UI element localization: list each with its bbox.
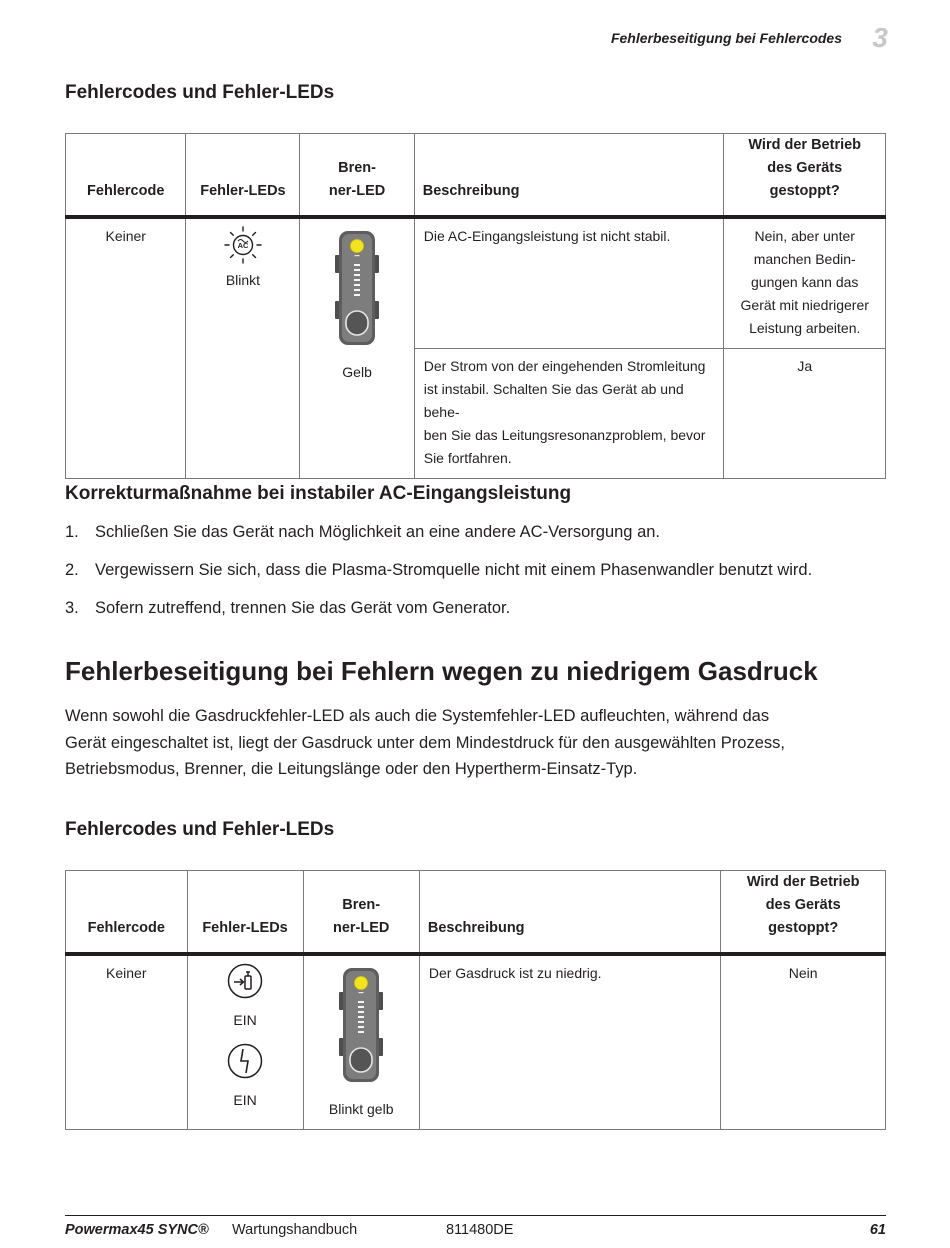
step-text: Vergewissern Sie sich, dass die Plasma-Stromquelle nicht mit einem Phasenwandler benutzt wird. — [95, 561, 813, 579]
description-cell — [414, 349, 724, 479]
footer-product: Powermax45 SYNC® — [65, 1222, 209, 1238]
col-header-stop-line3: gestoppt? — [769, 183, 840, 199]
error-code-table-gas — [65, 870, 886, 1130]
error-code-cell: Keiner — [66, 217, 186, 479]
paragraph-line: Wenn sowohl die Gasdruckfehler-LED als auch die Systemfehler-LED aufleuchten, während das — [65, 707, 770, 725]
stop-text-line: manchen Bedin- — [753, 251, 856, 267]
col-header-stop-line1: Wird der Betrieb — [746, 874, 860, 890]
list-item — [65, 597, 885, 619]
gas-pressure-fault-icon — [226, 962, 264, 1000]
table-row — [66, 217, 886, 349]
col-header-leds: Fehler-LEDs — [186, 134, 300, 218]
page-footer — [65, 1215, 886, 1246]
description-cell: Die AC-Eingangsleistung ist nicht stabil. — [414, 217, 724, 349]
torch-led-indicator-icon — [333, 229, 381, 347]
fault-led-cell — [186, 217, 300, 479]
col-header-stop-line2: des Geräts — [765, 897, 841, 913]
step-text: Schließen Sie das Gerät nach Möglichkeit an eine andere AC-Versorgung an. — [95, 523, 661, 541]
ac-power-fault-icon — [223, 225, 263, 265]
corrective-steps-list — [65, 521, 885, 635]
corrective-action-heading: Korrekturmaßnahme bei instabiler AC-Eingangsleistung — [65, 483, 572, 504]
chapter-number: 3 — [872, 22, 888, 53]
page-number: 61 — [869, 1222, 886, 1238]
col-header-torch-line1: Bren- — [342, 897, 381, 913]
col-header-torch — [303, 871, 419, 955]
col-header-desc: Beschreibung — [414, 134, 724, 218]
col-header-desc: Beschreibung — [419, 871, 721, 955]
section-heading-error-codes-1: Fehlercodes und Fehler-LEDs — [65, 82, 335, 103]
col-header-code: Fehlercode — [66, 871, 188, 955]
col-header-stop-line1: Wird der Betrieb — [748, 137, 862, 153]
system-fault-icon — [226, 1042, 264, 1080]
col-header-stop-line2: des Geräts — [767, 160, 843, 176]
description-line: ist instabil. Schalten Sie das Gerät ab und behe- — [423, 381, 684, 420]
led-state-label: EIN — [233, 1012, 257, 1028]
description-cell: Der Gasdruck ist zu niedrig. — [419, 954, 721, 1130]
fault-led-cell — [187, 954, 303, 1130]
description-line: Sie fortfahren. — [423, 450, 512, 466]
col-header-stop — [724, 134, 886, 218]
footer-document-number: 811480DE — [446, 1222, 514, 1238]
stop-text-line: Leistung arbeiten. — [749, 320, 861, 336]
error-code-table-ac — [65, 133, 886, 479]
page-header — [0, 24, 950, 54]
stop-cell: Ja — [724, 349, 886, 479]
torch-led-cell — [300, 217, 414, 479]
gas-pressure-paragraph — [65, 703, 865, 783]
description-line: ben Sie das Leitungsresonanzproblem, bevor — [423, 427, 706, 443]
col-header-leds: Fehler-LEDs — [187, 871, 303, 955]
step-number: 2. — [65, 561, 79, 579]
col-header-stop-line3: gestoppt? — [768, 920, 839, 936]
torch-led-label: Blinkt gelb — [328, 1101, 394, 1117]
paragraph-line: Betriebsmodus, Brenner, die Leitungslänge oder den Hypertherm-Einsatz-Typ. — [65, 760, 638, 778]
col-header-torch — [300, 134, 414, 218]
list-item — [65, 521, 885, 543]
stop-cell: Nein — [721, 954, 886, 1130]
step-number: 1. — [65, 523, 79, 541]
torch-led-label: Gelb — [342, 364, 372, 380]
col-header-torch-line2: ner-LED — [332, 920, 390, 936]
led-state-label: Blinkt — [225, 272, 261, 288]
gas-pressure-section-title: Fehlerbeseitigung bei Fehlern wegen zu niedrigem Gasdruck — [65, 656, 818, 686]
footer-manual-title: Wartungshandbuch — [232, 1222, 358, 1238]
col-header-code: Fehlercode — [66, 134, 186, 218]
paragraph-line: Gerät eingeschaltet ist, liegt der Gasdruck unter dem Mindestdruck für den ausgewählten Prozess, — [65, 733, 785, 752]
description-line: Der Strom von der eingehenden Stromleitung — [423, 358, 706, 374]
svg-text:AC: AC — [237, 241, 249, 250]
stop-text-line: gungen kann das — [751, 274, 859, 290]
led-state-label: EIN — [233, 1092, 257, 1108]
section-heading-error-codes-2: Fehlercodes und Fehler-LEDs — [65, 819, 335, 840]
stop-text-line: Gerät mit niedrigerer — [740, 297, 869, 313]
stop-cell — [724, 217, 886, 349]
torch-led-indicator-icon — [337, 966, 385, 1084]
header-title: Fehlerbeseitigung bei Fehlercodes — [610, 30, 842, 46]
col-header-torch-line1: Bren- — [338, 160, 376, 176]
col-header-stop — [721, 871, 886, 955]
list-item — [65, 559, 885, 581]
step-text: Sofern zutreffend, trennen Sie das Gerät vom Generator. — [95, 599, 511, 617]
step-number: 3. — [65, 599, 79, 617]
col-header-torch-line2: ner-LED — [328, 183, 386, 199]
error-code-cell: Keiner — [66, 954, 188, 1130]
stop-text-line: Nein, aber unter — [754, 228, 855, 244]
torch-led-cell — [303, 954, 419, 1130]
table-row — [66, 954, 886, 1130]
